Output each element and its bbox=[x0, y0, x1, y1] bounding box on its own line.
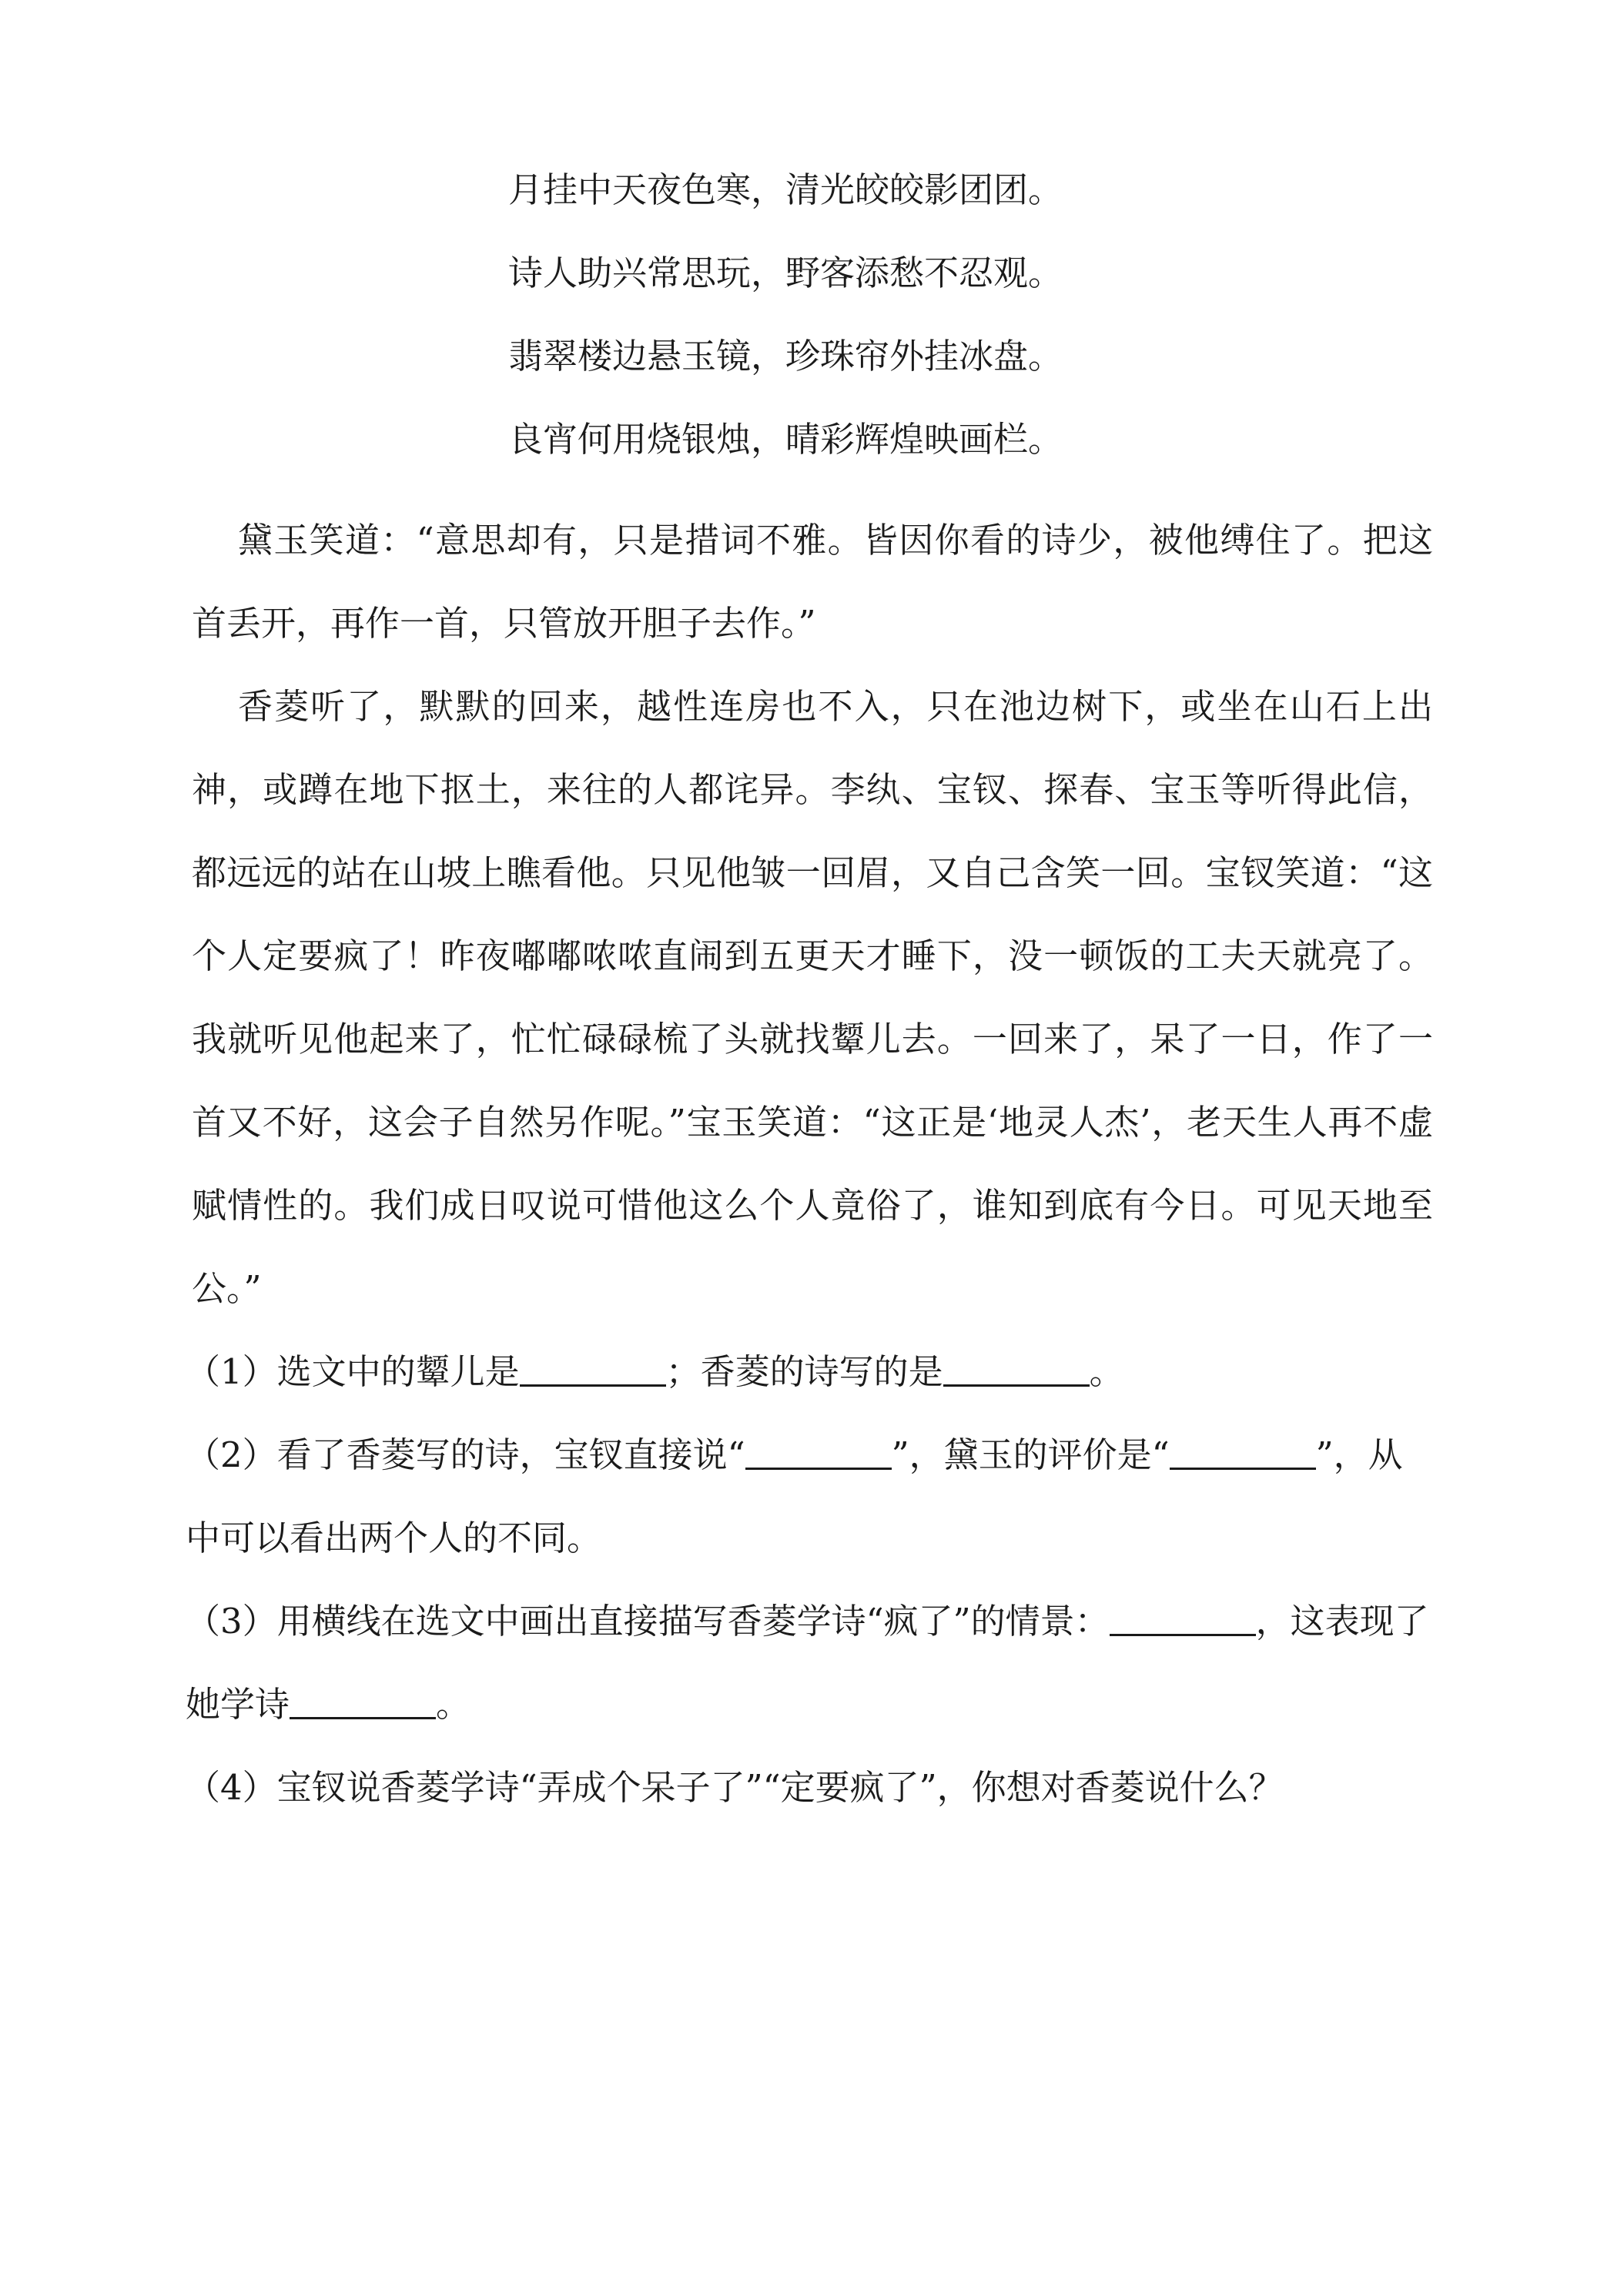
paragraph-daiyu: 黛玉笑道：“意思却有，只是措词不雅。皆因你看的诗少，被他缚住了。把这首丢开，再作一首，只管放开胆子去作。” bbox=[192, 520, 1433, 644]
answer-blank-2b[interactable] bbox=[1170, 1437, 1316, 1470]
question-3 bbox=[186, 1580, 1433, 1746]
question-2-text-b: ”，黛玉的评价是“ bbox=[891, 1434, 1170, 1475]
answer-blank-1b[interactable] bbox=[943, 1354, 1090, 1387]
question-2 bbox=[186, 1414, 1433, 1580]
answer-blank-1a[interactable] bbox=[520, 1354, 666, 1387]
question-2-text-c: ”，从中可以看出两个人的不同。 bbox=[186, 1434, 1403, 1558]
question-1-text-b: ；香菱的诗写的是 bbox=[665, 1351, 943, 1392]
main-text bbox=[186, 499, 1433, 1829]
answer-blank-3a[interactable] bbox=[1110, 1603, 1256, 1636]
question-1-text-c: 。 bbox=[1089, 1351, 1124, 1392]
question-4 bbox=[186, 1746, 1433, 1829]
question-3-text-c: 。 bbox=[436, 1684, 471, 1725]
paragraph-xiangling: 香菱听了，默默的回来，越性连房也不入，只在池边树下，或坐在山石上出神，或蹲在地下抠土，来往的人都诧异。李纨、宝钗、探春、宝玉等听得此信，都远远的站在山坡上瞧看他。只见他皱一回眉，又自己含笑一回。宝钗笑道：“这个人定要疯了！昨夜嘟嘟哝哝直闹到五更天才睡下，没一顿饭的工夫天就亮了。我就听见他起来了，忙忙碌碌梳了头就找颦儿去。一回来了，呆了一日，作了一首又不好，这会子自然另作呢。”宝玉笑道：“这正是‘地灵人杰’，老天生人再不虚赋情性的。我们成日叹说可惜他这么个人竟俗了，谁知到底有今日。可见天地至公。” bbox=[192, 686, 1433, 1309]
poem-line-4: 良宵何用烧银烛，晴彩辉煌映画栏。 bbox=[508, 419, 1063, 460]
question-1-text-a: （1）选文中的颦儿是 bbox=[186, 1351, 520, 1392]
poem-line-1: 月挂中天夜色寒，清光皎皎影团团。 bbox=[508, 169, 1063, 210]
question-2-text-a: （2）看了香菱写的诗，宝钗直接说“ bbox=[186, 1434, 745, 1475]
answer-blank-2a[interactable] bbox=[745, 1437, 892, 1470]
question-3-text-a: （3）用横线在选文中画出直接描写香菱学诗“疯了”的情景： bbox=[186, 1601, 1110, 1642]
poem-line-2: 诗人助兴常思玩，野客添愁不忍观。 bbox=[508, 253, 1063, 293]
poem-line-3: 翡翠楼边悬玉镜，珍珠帘外挂冰盘。 bbox=[508, 336, 1063, 377]
answer-blank-3b[interactable] bbox=[290, 1686, 436, 1719]
poem bbox=[508, 171, 1201, 504]
question-4-text: （4）宝钗说香菱学诗“弄成个呆子了”“定要疯了”，你想对香菱说什么？ bbox=[186, 1767, 1284, 1808]
question-3-text-b: ，这表现了她学诗 bbox=[186, 1601, 1429, 1725]
question-1 bbox=[186, 1330, 1433, 1414]
